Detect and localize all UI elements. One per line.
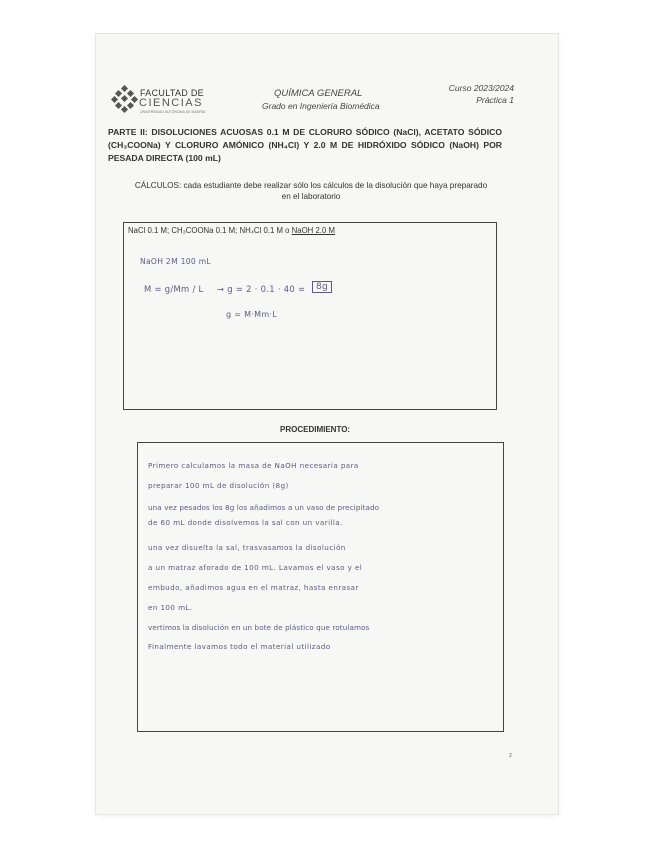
procedure-line: de 60 mL donde disolvemos la sal con un varilla. [148,518,343,527]
faculty-emblem-icon [112,86,138,112]
procedure-title: PROCEDIMIENTO: [280,425,351,434]
procedure-line: a un matraz aforado de 100 mL. Lavamos el vaso y el [148,563,363,572]
solution-selected: NaOH 2.0 M [291,226,335,235]
procedure-line: Primero calculamos la masa de NaOH necesaria para [148,461,359,470]
course-title: QUÍMICA GENERAL [274,88,363,99]
calc-line-3: g = M·Mm·L [226,310,278,319]
procedure-line: Finalmente lavamos todo el material utilizado [148,642,331,651]
document-header [112,82,522,122]
course-subtitle: Grado en Ingeniería Biomédica [262,101,380,111]
calc-result: 8g [312,281,332,293]
calculations-instructions [126,180,496,202]
logo-text-sciences: CIENCIAS [139,97,203,109]
procedure-line: en 100 mL. [148,603,193,612]
solutions-options [128,226,335,235]
calculations-instructions-line2: en el laboratorio [281,192,341,201]
faculty-logo [112,82,204,118]
procedure-line: una vez disuelta la sal, trasvasamos la disolución [148,543,346,552]
procedure-line: embudo, añadimos agua en el matraz, hasta enrasar [148,583,359,592]
calc-substitution: → g = 2 · 0.1 · 40 = [217,284,306,294]
calc-formula-molarity: M = g/Mm / L [144,284,204,294]
calc-line-1: NaOH 2M 100 mL [140,257,211,266]
calculations-box [123,222,497,410]
calculations-instructions-line1: CÁLCULOS: cada estudiante debe realizar sólo los cálculos de la disolución que haya preparado [134,181,488,190]
logo-text-faculty: FACULTAD DE [140,88,204,98]
procedure-line: vertimos la disolución en un bote de plástico que rotulamos [148,623,370,632]
logo-text-university: UNIVERSIDAD AUTÓNOMA DE MADRID [140,110,206,114]
procedure-line: preparar 100 mL de disolución (8g) [148,481,289,490]
practice-number: Práctica 1 [476,95,514,105]
course-year: Curso 2023/2024 [448,83,514,93]
solutions-options-text: NaCl 0.1 M; CH₃COONa 0.1 M; NH₄Cl 0.1 M o [128,226,292,235]
procedure-line: una vez pesados los 8g los añadimos a un vaso de precipitado [148,503,380,512]
page-number: 2 [509,753,512,759]
part-title: PARTE II: DISOLUCIONES ACUOSAS 0.1 M DE CLORURO SÓDICO (NaCl), ACETATO SÓDICO (CH₃COONa) Y CLORURO AMÓNICO (NH₄Cl) Y 2.0 M DE HIDRÓXIDO SÓDICO (NaOH) POR PESADA DIRECTA (100 mL) [108,127,502,163]
